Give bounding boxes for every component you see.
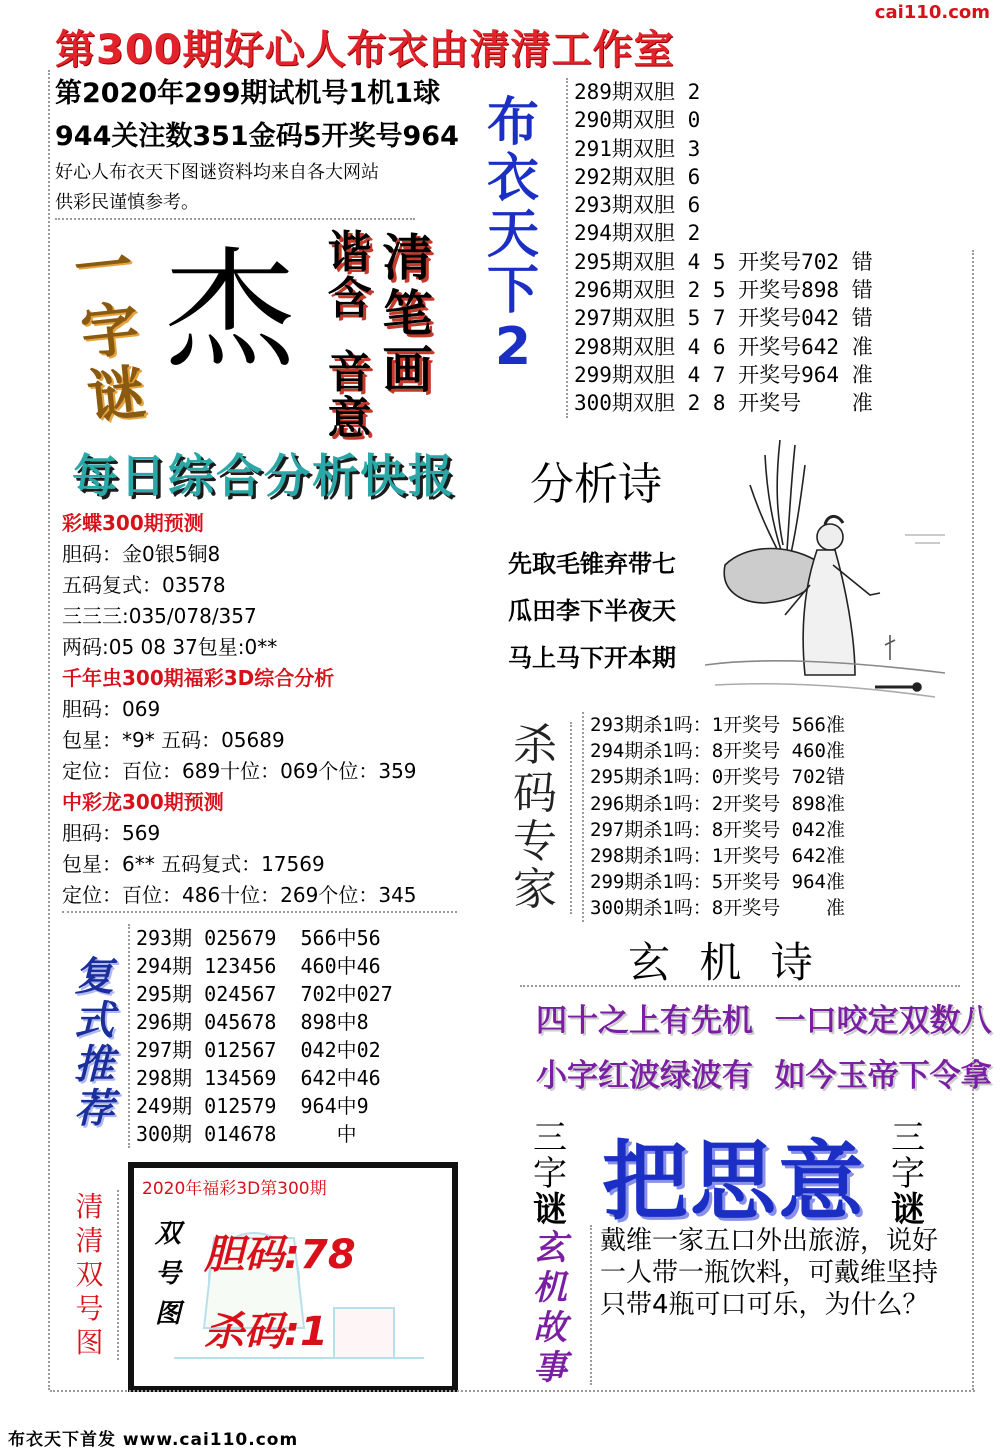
kill-code-row: 295期杀1吗：0开奖号 702错 [590, 766, 845, 789]
poem-title: 分析诗 [530, 459, 662, 510]
prediction-line: 包星：6** 五码复式：17569 [62, 852, 325, 876]
riddle-left-char: 一 [70, 230, 136, 305]
riddle-big-char: 杰 [165, 234, 296, 386]
three-char-label-char: 谜 [891, 1190, 925, 1230]
double-dan-row: 299期双胆 4 7 开奖号964 准 [574, 362, 873, 387]
prediction-heading: 千年虫300期福彩3D综合分析 [62, 666, 335, 690]
prediction-heading: 中彩龙300期预测 [62, 790, 224, 814]
three-char-riddle: 把思意 [602, 1132, 866, 1232]
box-dan-code: 胆码:78 [204, 1232, 356, 1278]
box-side-label [148, 1214, 188, 1334]
double-dan-row: 294期双胆 2 [574, 221, 701, 246]
qingqing-label-char: 图 [75, 1326, 104, 1359]
brand-char: 2 [494, 317, 532, 377]
three-char-label-char: 三 [891, 1118, 925, 1158]
mystery-poem-line: 小字红波绿波有 如今玉帝下令拿 [536, 1058, 992, 1094]
mystery-poem-title: 玄 机 诗 [628, 938, 821, 987]
three-char-label-char: 谜 [533, 1190, 567, 1230]
kill-code-label-char: 家 [513, 864, 557, 915]
brand-char: 天 [486, 205, 539, 265]
brand-vertical [478, 95, 548, 375]
poem-illustration [705, 425, 945, 715]
riddle-char: 含 [327, 273, 372, 324]
prediction-line: 三三三:035/078/357 [62, 604, 257, 628]
header-line2: 944关注数351金码5开奖号964 [55, 121, 459, 152]
mystery-poem-line: 四十之上有先机 一口咬定双数八 [536, 1003, 992, 1039]
double-dan-row: 295期双胆 4 5 开奖号702 错 [574, 249, 873, 274]
prediction-line: 定位：百位：689十位：069个位：359 [62, 759, 417, 783]
three-char-label-char: 字 [891, 1154, 925, 1194]
prediction-line: 两码:05 08 37包星:0** [62, 635, 278, 659]
kill-code-row: 296期杀1吗：2开奖号 898准 [590, 792, 845, 815]
prediction-line: 胆码：金0银5铜8 [62, 542, 221, 566]
header-note1: 好心人布衣天下图谜资料均来自各大网站 [55, 162, 379, 183]
left-border-line [48, 70, 50, 1390]
brand-char: 衣 [486, 149, 539, 209]
kill-code-label-char: 专 [513, 816, 557, 867]
three-char-label-right [880, 1120, 936, 1228]
brand-char: 下 [486, 261, 539, 321]
kill-code-row: 297期杀1吗：8开奖号 042准 [590, 818, 845, 841]
prediction-line: 定位：百位：486十位：269个位：345 [62, 880, 457, 913]
header-line1: 第2020年299期试机号1机1球 [55, 78, 441, 109]
fushi-row: 294期 123456 460中46 [136, 954, 381, 978]
double-number-box [128, 1162, 458, 1392]
kill-code-label-char: 杀 [513, 720, 557, 771]
poem-lines [508, 540, 676, 681]
prediction-line: 五码复式：03578 [62, 573, 226, 597]
bottom-divider [50, 1390, 975, 1392]
qingqing-label-char: 清 [75, 1190, 104, 1223]
double-dan-mask [730, 78, 950, 248]
poem-line: 马上马下开本期 [508, 643, 676, 672]
box-title: 2020年福彩3D第300期 [142, 1179, 327, 1199]
site-watermark: cai110.com [874, 2, 990, 23]
riddle-left-label [60, 231, 160, 430]
riddle-col1 [380, 230, 435, 398]
prediction-line: 胆码：069 [62, 697, 161, 721]
right-border-line [972, 250, 974, 1390]
sketch-figure-image [705, 425, 945, 715]
box-side-char: 号 [154, 1259, 181, 1289]
fushi-row: 296期 045678 898中8 [136, 1010, 369, 1034]
mystery-poem-box [520, 985, 992, 1109]
kill-code-row: 300期杀1吗：8开奖号 准 [590, 897, 845, 920]
riddle-left-char: 字 [77, 294, 143, 368]
fushi-label-char: 荐 [74, 1086, 114, 1132]
fushi-row: 300期 014678 中 [136, 1122, 357, 1146]
qingqing-label-char: 双 [75, 1258, 104, 1291]
prediction-heading: 彩蝶300期预测 [62, 511, 204, 535]
riddle-col2-bottom [322, 347, 377, 444]
story-label-char: 机 [533, 1268, 567, 1308]
double-dan-row: 298期双胆 4 6 开奖号642 准 [574, 334, 873, 359]
story-label [522, 1228, 578, 1388]
kill-code-row: 298期杀1吗：1开奖号 642准 [590, 845, 845, 868]
qingqing-label-char: 号 [75, 1292, 104, 1325]
footer-credit: 布衣天下首发 www.cai110.com [8, 1430, 299, 1450]
predictions-block [62, 508, 457, 913]
story-label-char: 事 [533, 1348, 567, 1388]
fushi-list [128, 924, 466, 1148]
kill-code-list [582, 712, 935, 922]
riddle-char: 笔 [382, 285, 433, 343]
riddle-char: 音 [327, 347, 372, 398]
kill-code-row: 294期杀1吗：8开奖号 460准 [590, 740, 845, 763]
double-dan-row: 292期双胆 6 [574, 164, 701, 189]
riddle-char: 画 [382, 341, 433, 399]
poem-line: 先取毛锥弃带七 [508, 549, 676, 578]
box-side-char: 图 [154, 1299, 181, 1329]
double-dan-row: 290期双胆 0 [574, 108, 701, 133]
three-char-label-left [522, 1120, 578, 1228]
prediction-line: 胆码：569 [62, 821, 161, 845]
riddle-char: 谐 [327, 227, 372, 278]
kill-code-row: 299期杀1吗：5开奖号 964准 [590, 871, 845, 894]
story-label-char: 玄 [533, 1228, 567, 1268]
fushi-row: 297期 012567 042中02 [136, 1038, 381, 1062]
qingqing-label-char: 清 [75, 1224, 104, 1257]
box-side-char: 双 [154, 1219, 181, 1249]
fushi-label-char: 式 [74, 998, 114, 1044]
riddle-col2 [322, 227, 377, 324]
riddle-char: 意 [327, 393, 372, 444]
fushi-row: 298期 134569 642中46 [136, 1066, 381, 1090]
double-dan-row: 300期双胆 2 8 开奖号 准 [574, 391, 873, 416]
kill-code-label [500, 722, 572, 914]
kill-code-label-char: 码 [513, 768, 557, 819]
daily-report-title: 每日综合分析快报 [72, 449, 456, 503]
double-dan-row: 293期双胆 6 [574, 193, 701, 218]
fushi-row: 293期 025679 566中56 [136, 926, 381, 950]
poem-line: 瓜田李下半夜天 [508, 596, 676, 625]
fushi-label [62, 955, 126, 1131]
box-kill-code: 杀码:1 [204, 1309, 328, 1355]
fushi-row: 295期 024567 702中027 [136, 982, 393, 1006]
riddle-left-char: 谜 [84, 357, 150, 432]
double-dan-row: 296期双胆 2 5 开奖号898 错 [574, 278, 873, 303]
three-char-label-char: 三 [533, 1118, 567, 1158]
prediction-line: 包星：*9* 五码：05689 [62, 728, 285, 752]
three-char-label-char: 字 [533, 1154, 567, 1194]
brand-char: 布 [486, 93, 539, 153]
double-dan-row: 289期双胆 2 [574, 80, 701, 104]
story-text: 戴维一家五口外出旅游，说好一人带一瓶饮料，可戴维坚持只带4瓶可口可乐，为什么？ [590, 1225, 940, 1385]
story-label-char: 故 [533, 1308, 567, 1348]
qingqing-label [62, 1190, 119, 1360]
header-note2: 供彩民谨慎参考。 [55, 188, 415, 220]
kill-code-row: 293期杀1吗：1开奖号 566准 [590, 714, 845, 736]
fushi-row: 249期 012579 964中9 [136, 1094, 369, 1118]
page-title: 第300期好心人布衣由清清工作室 [55, 27, 675, 73]
double-dan-row: 297期双胆 5 7 开奖号042 错 [574, 306, 873, 331]
riddle-char: 清 [382, 229, 433, 287]
fushi-label-char: 推 [74, 1042, 114, 1088]
fushi-label-char: 复 [74, 954, 114, 1000]
double-dan-row: 291期双胆 3 [574, 136, 701, 161]
